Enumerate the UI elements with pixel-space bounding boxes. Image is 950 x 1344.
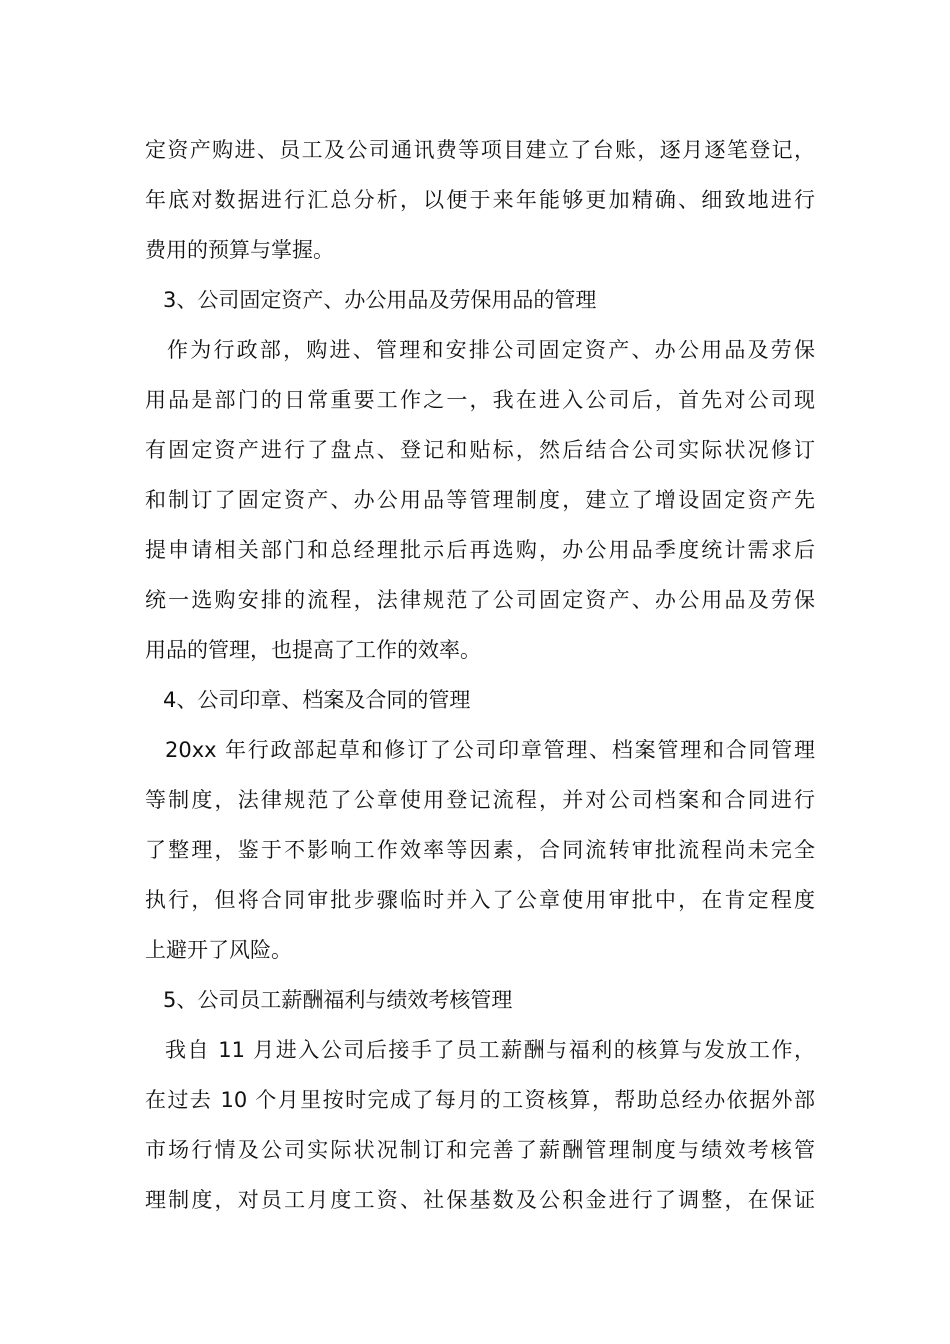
text-line: 理制度，对员工月度工资、社保基数及公积金进行了调整，在保证 (145, 1188, 815, 1212)
text-line: 上避开了风险。 (145, 938, 292, 962)
text-line: 20xx 年行政部起草和修订了公司印章管理、档案管理和合同管理 (165, 738, 815, 762)
section-heading: 4、公司印章、档案及合同的管理 (163, 688, 471, 712)
text-line: 用品的管理，也提高了工作的效率。 (145, 638, 481, 662)
text-line: 在过去 10 个月里按时完成了每月的工资核算，帮助总经办依据外部 (145, 1088, 815, 1112)
text-line: 提申请相关部门和总经理批示后再选购，办公用品季度统计需求后 (145, 538, 815, 562)
text-line: 市场行情及公司实际状况制订和完善了薪酬管理制度与绩效考核管 (145, 1138, 815, 1162)
text-line: 我自 11 月进入公司后接手了员工薪酬与福利的核算与发放工作， (165, 1038, 815, 1062)
text-line: 执行，但将合同审批步骤临时并入了公章使用审批中，在肯定程度 (145, 888, 815, 912)
text-line: 了整理，鉴于不影响工作效率等因素，合同流转审批流程尚未完全 (145, 838, 815, 862)
text-line: 费用的预算与掌握。 (145, 238, 334, 262)
text-line: 作为行政部，购进、管理和安排公司固定资产、办公用品及劳保 (167, 338, 815, 362)
text-line: 定资产购进、员工及公司通讯费等项目建立了台账，逐月逐笔登记， (145, 138, 815, 162)
text-line: 统一选购安排的流程，法律规范了公司固定资产、办公用品及劳保 (145, 588, 815, 612)
text-line: 用品是部门的日常重要工作之一，我在进入公司后，首先对公司现 (145, 388, 815, 412)
text-line: 和制订了固定资产、办公用品等管理制度，建立了增设固定资产先 (145, 488, 815, 512)
text-line: 年底对数据进行汇总分析，以便于来年能够更加精确、细致地进行 (145, 188, 815, 212)
section-heading: 5、公司员工薪酬福利与绩效考核管理 (163, 988, 513, 1012)
text-line: 有固定资产进行了盘点、登记和贴标，然后结合公司实际状况修订 (145, 438, 815, 462)
section-heading: 3、公司固定资产、办公用品及劳保用品的管理 (163, 288, 597, 312)
text-line: 等制度，法律规范了公章使用登记流程，并对公司档案和合同进行 (145, 788, 815, 812)
